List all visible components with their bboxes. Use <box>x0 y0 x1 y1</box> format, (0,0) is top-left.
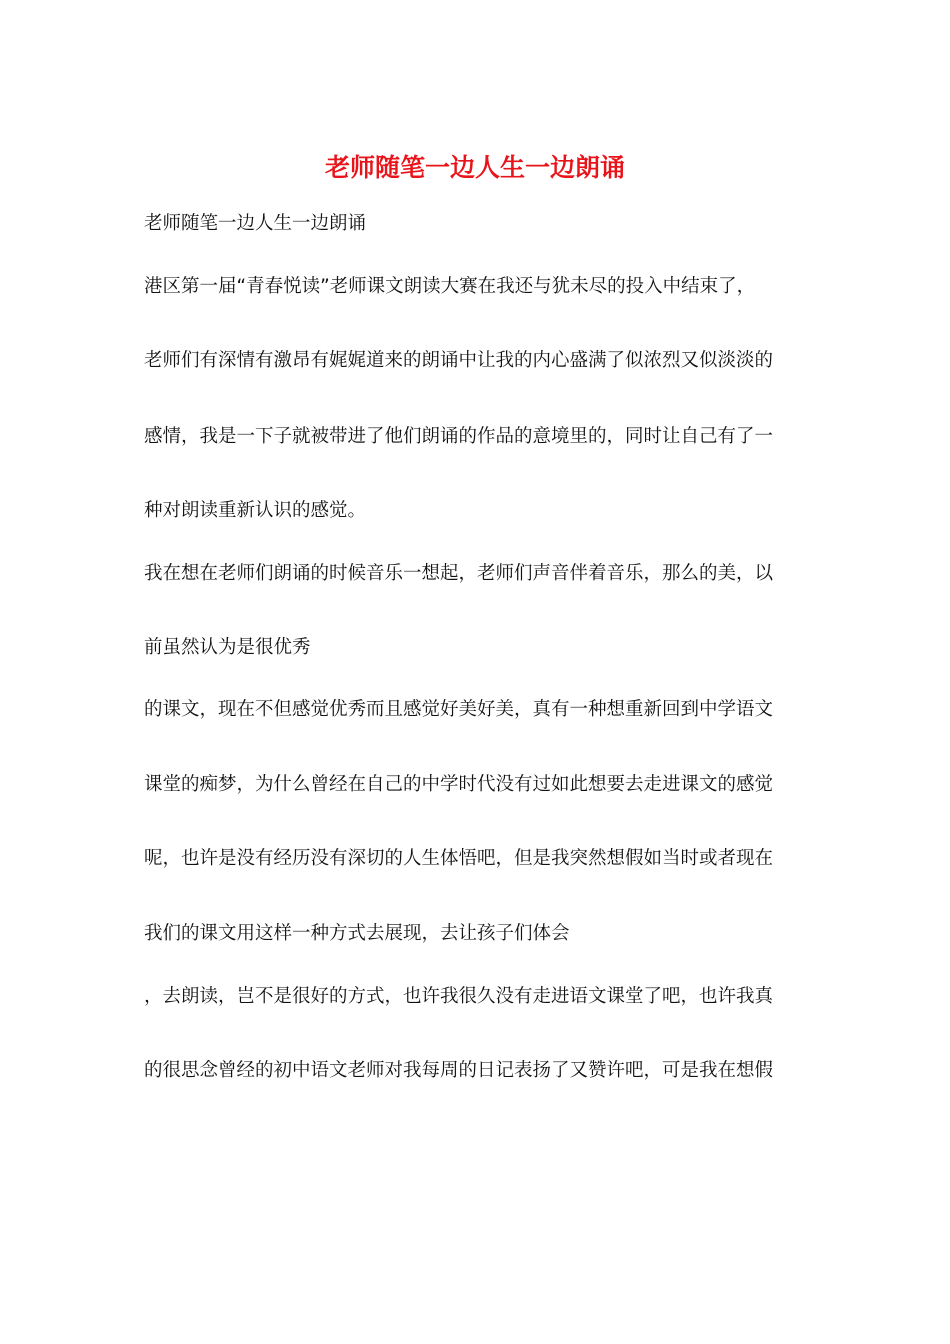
body-line: 种对朗读重新认识的感觉。 <box>144 500 367 521</box>
body-line: 感情，我是一下子就被带进了他们朗诵的作品的意境里的，同时让自己有了一 <box>144 426 774 447</box>
body-line: 呢，也许是没有经历没有深切的人生体悟吧，但是我突然想假如当时或者现在 <box>144 848 774 869</box>
body-line: 老师们有深情有激昂有娓娓道来的朗诵中让我的内心盛满了似浓烈又似淡淡的 <box>144 350 774 371</box>
document-title: 老师随笔一边人生一边朗诵 <box>324 153 625 182</box>
body-line: 我在想在老师们朗诵的时候音乐一想起，老师们声音伴着音乐，那么的美，以 <box>144 563 774 584</box>
body-line: 港区第一届“青春悦读”老师课文朗读大赛在我还与犹未尽的投入中结束了， <box>144 276 756 297</box>
subtitle-line: 老师随笔一边人生一边朗诵 <box>144 213 367 234</box>
body-line: 的课文，现在不但感觉优秀而且感觉好美好美，真有一种想重新回到中学语文 <box>144 699 774 720</box>
body-line: 我们的课文用这样一种方式去展现，去让孩子们体会 <box>144 923 570 944</box>
body-line: 前虽然认为是很优秀 <box>144 637 311 658</box>
body-line: 课堂的痴梦，为什么曾经在自己的中学时代没有过如此想要去走进课文的感觉 <box>144 774 774 795</box>
body-line: 的很思念曾经的初中语文老师对我每周的日记表扬了又赞许吧，可是我在想假 <box>144 1060 774 1081</box>
body-line: ，去朗读，岂不是很好的方式，也许我很久没有走进语文课堂了吧，也许我真 <box>144 986 774 1007</box>
